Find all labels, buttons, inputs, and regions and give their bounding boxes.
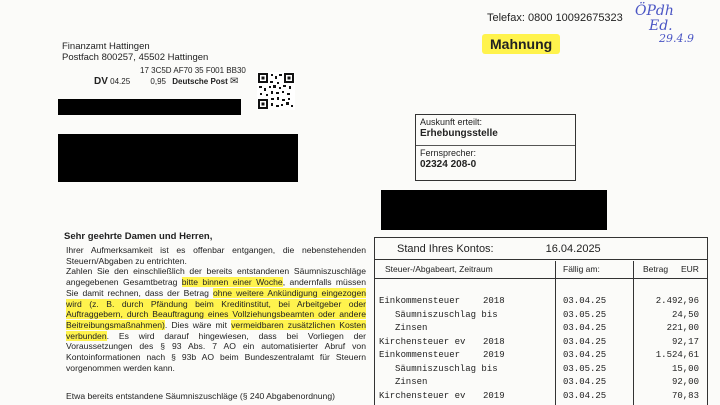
- text-segment: , andernfalls müssen Sie damit rechnen, dass der Betrag: [66, 277, 366, 298]
- phone-label: Fernsprecher:: [420, 148, 477, 158]
- text-segment: Zahlen Sie den einschließlich der bereits entstandenen Säumniszuschläge angegebenen Gesamtbetrag: [66, 266, 366, 288]
- sender-address: [62, 41, 208, 63]
- table-row: [375, 364, 707, 378]
- paragraph-1: Ihrer Aufmerksamkeit ist es offenbar entgangen, die nebenstehenden Steuern/Abgaben zu entrichten.: [66, 245, 366, 266]
- carrier-name: Deutsche Post: [172, 77, 228, 86]
- divider: [416, 139, 575, 146]
- row-year: 2019: [483, 390, 505, 401]
- postage-amount: 0,95: [150, 77, 166, 86]
- text-segment: . Dies wäre mit: [164, 319, 232, 330]
- row-type: Säumniszuschlag bis: [395, 309, 498, 320]
- row-due-date: 03.04.25: [563, 390, 607, 401]
- row-amount: 70,83: [671, 390, 699, 401]
- highlight-deadline: bitte binnen einer Woche: [181, 277, 283, 288]
- row-amount: 221,00: [666, 323, 699, 333]
- sender-line-2: Postfach 800257, 45502 Hattingen: [62, 52, 209, 63]
- row-amount: 24,50: [671, 309, 699, 320]
- contact-department: Erhebungsstelle: [420, 128, 498, 139]
- row-due-date: 03.04.25: [563, 296, 607, 306]
- account-statement-table: [374, 237, 708, 405]
- sender-line-1: Finanzamt Hattingen: [62, 41, 150, 52]
- qr-code-icon: [257, 72, 295, 110]
- paragraph-3: Etwa bereits entstandene Säumniszuschläge (§ 240 Abgabenordnung): [66, 391, 335, 401]
- table-row: [375, 391, 707, 405]
- row-amount: 92,00: [671, 377, 699, 387]
- row-amount: 1.524,61: [655, 350, 699, 360]
- table-row: [375, 323, 707, 337]
- row-type: Zinsen: [395, 323, 428, 333]
- row-due-date: 03.04.25: [563, 323, 607, 333]
- redacted-block-2: [58, 134, 298, 182]
- table-row: [375, 310, 707, 324]
- highlight-costs: vermeidbaren zusätzlichen Kosten verbunden: [66, 319, 366, 341]
- table-row: [375, 350, 707, 364]
- row-year: 2019: [483, 350, 505, 360]
- col-amount: Betrag: [643, 264, 669, 274]
- paragraph-2: [66, 266, 366, 373]
- row-due-date: 03.04.25: [563, 350, 607, 360]
- redacted-block-1: [58, 99, 241, 115]
- post-horn-icon: ✉: [230, 76, 239, 87]
- row-year: 2018: [483, 336, 505, 347]
- table-row: [375, 296, 707, 310]
- document-label: Mahnung: [482, 34, 560, 54]
- handwritten-line-1: ÖPdh: [635, 3, 674, 19]
- dv-label: DV: [94, 76, 108, 87]
- handwritten-line-3: 29.4.9: [659, 32, 694, 46]
- statement-title: Stand Ihres Kontos:: [397, 242, 494, 255]
- fax-number: Telefax: 0800 10092675323: [487, 12, 623, 24]
- row-amount: 92,17: [671, 336, 699, 347]
- dv-date: 04.25: [110, 77, 131, 86]
- contact-info-box: [415, 114, 576, 181]
- text-segment: . Es wird darauf hingewiesen, dass bei Vorliegen der Voraussetzungen des § 93 Abs. 7 AO ein automatisierter Abruf von Kontoinformationen nach § 93b AO beim Bundeszentralamt für Steuern vorgenommen werden kann.: [66, 330, 366, 373]
- row-amount: 2.492,96: [655, 296, 699, 306]
- row-type: Einkommensteuer: [379, 296, 461, 306]
- postal-code: 17 3C5D AF70 35 F001 BB30: [140, 66, 246, 75]
- table-header: [375, 260, 707, 279]
- row-type: Kirchensteuer ev: [379, 336, 466, 347]
- col-type: Steuer-/Abgabeart, Zeitraum: [385, 264, 493, 274]
- statement-date: 16.04.2025: [545, 242, 601, 255]
- row-amount: 15,00: [671, 363, 699, 374]
- phone-number: 02324 208-0: [420, 159, 477, 170]
- handwritten-line-2: Ed.: [649, 17, 673, 34]
- col-currency: EUR: [681, 264, 699, 274]
- row-type: Säumniszuschlag bis: [395, 363, 498, 374]
- col-due: Fällig am:: [563, 264, 600, 274]
- row-due-date: 03.04.25: [563, 336, 607, 347]
- letter-body: [66, 245, 366, 373]
- row-type: Zinsen: [395, 377, 428, 387]
- row-due-date: 03.04.25: [563, 377, 607, 387]
- table-row: [375, 377, 707, 391]
- table-row: [375, 337, 707, 351]
- table-rows: [375, 296, 707, 404]
- row-year: 2018: [483, 296, 505, 306]
- handwritten-note: [635, 4, 694, 45]
- row-due-date: 03.05.25: [563, 363, 607, 374]
- contact-label: Auskunft erteilt:: [420, 117, 483, 127]
- statement-title-row: [375, 238, 707, 260]
- row-type: Kirchensteuer ev: [379, 390, 466, 401]
- row-type: Einkommensteuer: [379, 350, 461, 360]
- postage-line: [94, 76, 238, 87]
- redacted-block-3: [381, 190, 607, 230]
- row-due-date: 03.05.25: [563, 309, 607, 320]
- salutation: Sehr geehrte Damen und Herren,: [64, 231, 213, 242]
- highlight-enforcement: ohne weitere Ankündigung eingezogen wird (z. B. durch Pfändung beim Kreditinstitut, bei Arbeitgeber oder Auftraggebern, durch Beauftragung eines Vollziehungsbeamten oder andere Beitreibungsmaßnahmen): [66, 287, 366, 330]
